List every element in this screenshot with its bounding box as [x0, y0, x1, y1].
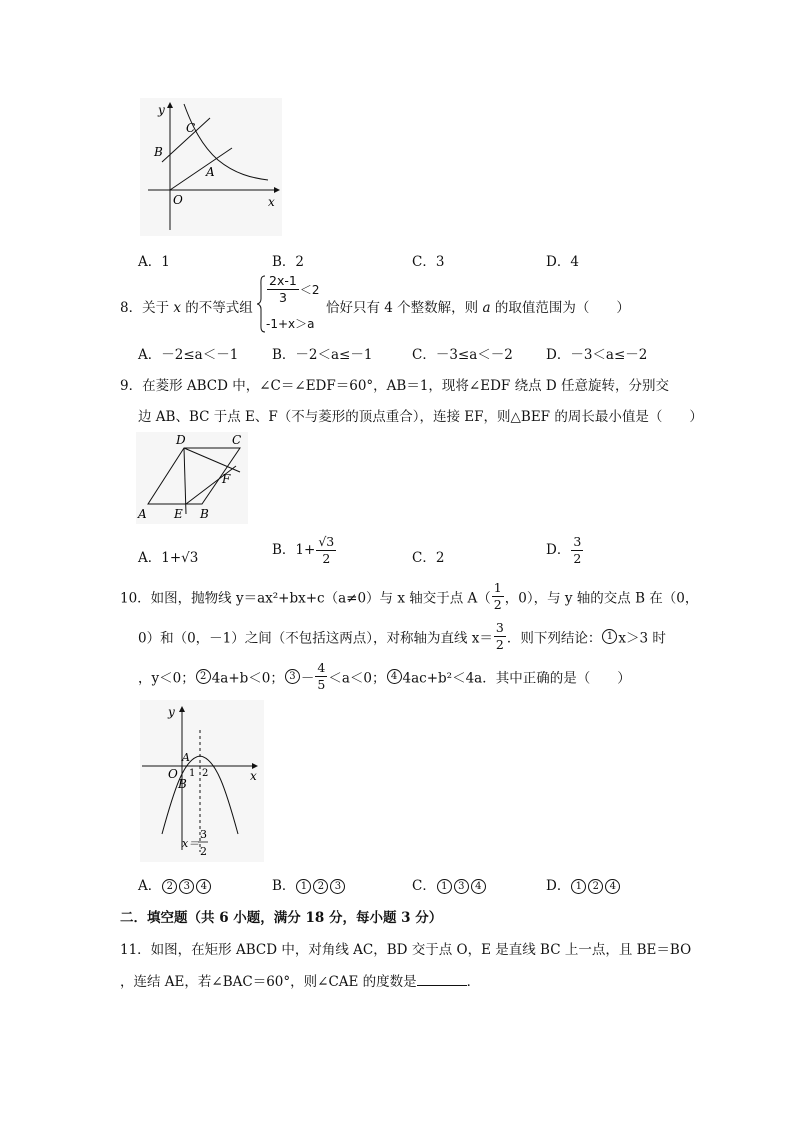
circle-number-1: 1: [602, 629, 617, 644]
q11-line-1: 11．如图，在矩形 ABCD 中，对角线 AC，BD 交于点 O，E 是直线 BC 上一点，且 BE＝BO: [120, 942, 692, 958]
circle-number: 3: [330, 879, 345, 894]
q10-option-a[interactable]: [138, 874, 212, 894]
label-a: A: [206, 165, 215, 179]
circle-number: 1: [571, 879, 586, 894]
q8-option-d[interactable]: [546, 343, 647, 363]
label-o: O: [168, 767, 178, 781]
option-numerator: 3: [573, 534, 582, 549]
circle-number: 1: [296, 879, 311, 894]
circle-number: 2: [162, 879, 177, 894]
option-label: B．: [272, 878, 296, 894]
axis-numerator: 3: [200, 828, 207, 841]
label-x: x: [250, 769, 257, 783]
q9-option-a[interactable]: [138, 546, 198, 566]
option-text: 2: [295, 254, 305, 270]
circle-number: 4: [605, 879, 620, 894]
ineq1-denominator: 3: [278, 289, 287, 305]
q8-var-x: x: [173, 300, 182, 316]
q7-option-c[interactable]: [412, 250, 444, 270]
axis-denominator: 2: [200, 845, 207, 858]
q8-number: 8．: [120, 300, 143, 316]
option-label: D．: [546, 542, 571, 558]
label-e: E: [174, 507, 183, 521]
label-a: A: [182, 751, 190, 764]
label-a: A: [138, 507, 147, 521]
q10-line-2: [138, 622, 666, 651]
option-label: D．: [546, 878, 571, 894]
q10-line-3: [138, 662, 631, 691]
q10-option-d[interactable]: [546, 874, 621, 894]
q10-l3-d: ＜a＜0；: [328, 670, 386, 687]
q9-rhombus-figure: [136, 432, 248, 524]
option-label: A．: [138, 254, 162, 270]
label-d: D: [176, 433, 186, 447]
q9-option-b[interactable]: [272, 536, 337, 565]
label-b: B: [178, 777, 187, 791]
option-prefix: 1+: [295, 542, 316, 558]
option-label: C．: [412, 878, 436, 894]
option-text: 3: [435, 254, 445, 270]
q10-l1-num: 1: [493, 580, 502, 595]
q9-line-2: 边 AB、BC 于点 E、F（不与菱形的顶点重合），连接 EF，则△BEF 的周长最小值是（ ）: [138, 409, 703, 425]
q10-l1-b: ，0），与 y 轴的交点 B 在（0，: [504, 590, 699, 607]
q10-option-c[interactable]: [412, 874, 487, 894]
option-label: A．: [138, 550, 162, 566]
q10-l2-den: 2: [495, 636, 504, 652]
circle-number: 4: [196, 879, 211, 894]
q7-figure: [140, 98, 282, 236]
ineq1-relation: ＜2: [299, 283, 320, 297]
q8-option-b[interactable]: [272, 343, 372, 363]
option-text: 1+√3: [161, 550, 199, 566]
tick-1: 1: [189, 768, 196, 779]
option-denominator: 2: [322, 550, 331, 566]
option-label: B．: [272, 347, 296, 363]
q10-l1-den: 2: [493, 596, 502, 612]
circle-number: 2: [313, 879, 328, 894]
q11-line-2: [120, 970, 480, 990]
inequality-2: -1+x＞a: [266, 317, 315, 331]
q8-stem: [120, 275, 640, 335]
q10-l2-c: x＞3 时: [618, 630, 666, 647]
q10-l3-e: 4ac+b²＜4a．其中正确的是（ ）: [402, 670, 631, 687]
circle-number: 4: [471, 879, 486, 894]
circle-number: 2: [588, 879, 603, 894]
q8-text-after: [326, 296, 630, 316]
circle-number-2: 2: [196, 669, 211, 684]
label-o: O: [173, 193, 183, 207]
q10-l3-den: 5: [317, 676, 326, 692]
q10-l2-a: 0）和（0，－1）之间（不包括这两点），对称轴为直线 x＝: [138, 630, 493, 647]
circle-number-3: 3: [285, 669, 300, 684]
option-text: －2＜a≤－1: [295, 347, 373, 363]
circle-number: 3: [454, 879, 469, 894]
label-b: B: [200, 507, 209, 521]
label-b: B: [154, 145, 163, 159]
q8-post2: 的取值范围为（ ）: [490, 300, 630, 316]
q9-option-c[interactable]: [412, 546, 444, 566]
tick-2: 2: [202, 768, 209, 779]
q7-option-b[interactable]: [272, 250, 304, 270]
label-y: y: [158, 103, 165, 117]
option-label: C．: [412, 347, 436, 363]
section-2-title: 二．填空题（共 6 小题，满分 18 分，每小题 3 分）: [120, 910, 443, 926]
q8-text-before: [120, 296, 253, 316]
q9-line-1: 9．在菱形 ABCD 中，∠C＝∠EDF＝60°，AB＝1，现将∠EDF 绕点 D 任意旋转，分别交: [120, 378, 669, 394]
option-text: 1: [161, 254, 170, 270]
option-text: －2≤a＜－1: [161, 347, 239, 363]
q8-pre1: 关于: [142, 300, 174, 316]
option-text: 4: [570, 254, 579, 270]
option-label: A．: [138, 878, 162, 894]
q10-line-1: [120, 582, 698, 611]
q10-l3-num: 4: [317, 660, 326, 675]
option-numerator: √3: [318, 534, 335, 549]
q11-line-2-text: ，连结 AE，若∠BAC＝60°，则∠CAE 的度数是: [120, 974, 417, 990]
q8-option-c[interactable]: [412, 343, 513, 363]
q8-option-a[interactable]: [138, 343, 238, 363]
label-x: x: [268, 195, 275, 209]
answer-blank[interactable]: [417, 973, 467, 986]
option-text: －3≤a＜－2: [435, 347, 513, 363]
ineq1-numerator: 2x-1: [269, 273, 297, 288]
option-label: D．: [546, 254, 571, 270]
label-y: y: [168, 705, 175, 719]
option-denominator: 2: [573, 550, 582, 566]
q8-post1: 恰好只有 4 个整数解，则: [326, 300, 483, 316]
inequality-1: [266, 275, 319, 304]
q7-option-a[interactable]: [138, 250, 170, 270]
label-c: C: [186, 121, 196, 135]
option-label: D．: [546, 347, 571, 363]
q7-option-d[interactable]: [546, 250, 579, 270]
q10-l2-b: ．则下列结论：: [506, 630, 602, 647]
q9-option-d[interactable]: [546, 536, 584, 565]
option-text: －3＜a≤－2: [570, 347, 648, 363]
q10-l1-a: 10．如图，抛物线 y＝ax²+bx+c（a≠0）与 x 轴交于点 A（: [120, 590, 491, 607]
label-c: C: [232, 433, 242, 447]
circle-number: 1: [437, 879, 452, 894]
q10-parabola-figure: [140, 700, 264, 862]
option-text: 2: [435, 550, 445, 566]
q10-l3-a: ，y＜0；: [138, 670, 195, 687]
q8-var-a: a: [482, 300, 491, 316]
q10-l3-c: －: [300, 670, 315, 687]
circle-number-4: 4: [387, 669, 402, 684]
circle-number: 3: [179, 879, 194, 894]
label-f: F: [222, 472, 231, 486]
option-label: A．: [138, 347, 162, 363]
q10-l2-num: 3: [495, 620, 504, 635]
q8-pre2: 的不等式组: [181, 300, 253, 316]
system-brace: [256, 275, 266, 333]
option-label: C．: [412, 550, 436, 566]
q10-option-b[interactable]: [272, 874, 346, 894]
option-label: B．: [272, 542, 296, 558]
axis-equation: x＝: [182, 837, 200, 850]
q11-line-2-end: ．: [466, 974, 481, 990]
option-label: C．: [412, 254, 436, 270]
option-label: B．: [272, 254, 296, 270]
q10-l3-b: 4a+b＜0；: [211, 670, 284, 687]
